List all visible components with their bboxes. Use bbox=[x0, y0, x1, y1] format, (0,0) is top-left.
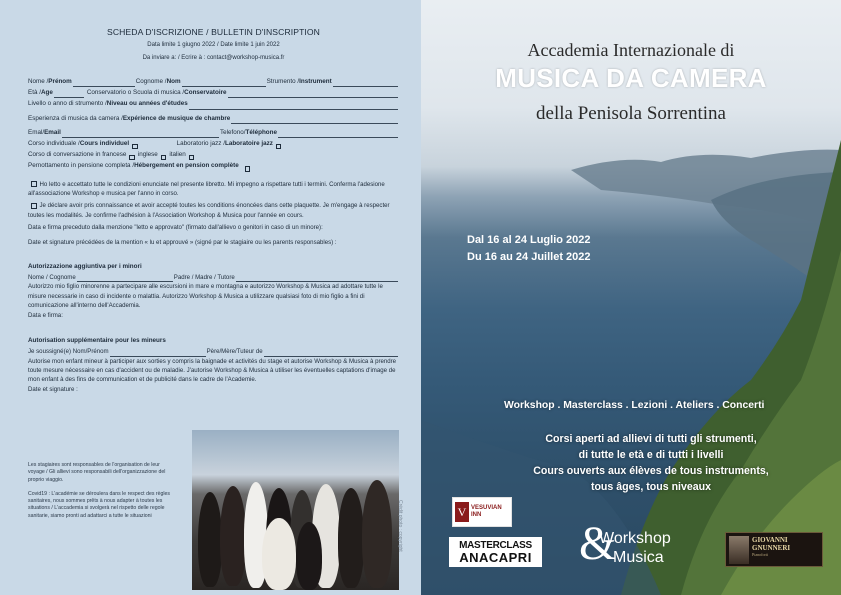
portrait-icon bbox=[729, 536, 749, 564]
board-row: Pernottamento in pensione completa / Hébergement en pension complète bbox=[28, 160, 399, 171]
full-board-checkbox[interactable] bbox=[245, 166, 251, 172]
covid-note: Covid19 : L'académie se déroulera dans le respect des règles sanitaires, nous sommes prêts à nous adapter à toutes les situations / L'accademia si svolgerà nel rispetto delle regole sanitarie, siamo pronti ad adattarci a tutte le situazioni bbox=[28, 490, 171, 519]
accept-fr: Je déclare avoir pris connaissance et avoir accepté toutes les conditions énoncées dans cette plaquette. Je m'engage à respecter toutes les modalités. Je confirme l'adhésion à l'Association Workshop & Musica pour l'année en cours. bbox=[28, 202, 390, 219]
mineurs-text: Autorise mon enfant mineur à participer aux sorties y compris la baignade et activités du stage et autorise Workshop & Musica à prendre toute mesure nécessaire en cas d'accident ou de maladie. J'autorise Workshop & Musica à utiliser les éventuelles captations d'image de mon enfant à des fins de communication et de publicité dans le cadre de l'Academie. bbox=[28, 357, 397, 384]
form-fields bbox=[28, 76, 399, 172]
age-field[interactable] bbox=[54, 90, 84, 98]
age-row: Età / Age Conservatorio o Scuola di musica / Conservatoire bbox=[28, 87, 399, 98]
form-header bbox=[28, 27, 399, 63]
level-field[interactable] bbox=[189, 102, 398, 110]
mineur-name-field[interactable] bbox=[110, 349, 206, 357]
experience-row: Esperienza di musica da camera / Expérience de musique de chambre bbox=[28, 113, 399, 124]
date-italian: Dal 16 al 24 Luglio 2022 bbox=[467, 234, 591, 246]
cover-panel: Accademia Internazionale di MUSICA DA CAMERA della Penisola Sorrentina Dal 16 al 24 Luglio 2022 Du 16 au 24 Juillet 2022 Workshop . Masterclass . Lezioni . Ateliers . Concerti Corsi aperti ad allievi di tutti gli strumenti, di tutte le età e di tutti i livelli Cours ouverts aux élèves de tous instruments, tous âges, tous niveaux V VESUVIAN INN MASTERCLASS ANACAPRI & Workshop Musica GIOVANNI GNUNNERI Pianoforti bbox=[421, 0, 841, 595]
travel-note: Les stagiaires sont responsables de l'organisation de leur voyage / Gli allievi sono responsabili dell'organizzazione del proprio viaggio. bbox=[28, 462, 166, 483]
accept-fr-checkbox[interactable] bbox=[31, 203, 37, 209]
minori-title: Autorizzazione aggiuntiva per i minori bbox=[28, 263, 142, 271]
individual-course-checkbox[interactable] bbox=[132, 144, 138, 150]
course-row: Corso individuale / Cours individuel Laboratorio jazz / Laboratoire jazz bbox=[28, 138, 399, 149]
vesuvian-inn-logo: V VESUVIAN INN bbox=[452, 497, 512, 527]
courses-block: Corsi aperti ad allievi di tutti gli strumenti, di tutte le età e di tutti i livelli Cours ouverts aux élèves de tous instruments, tous âges, tous niveaux bbox=[533, 433, 769, 493]
group-photo bbox=[192, 430, 399, 590]
academy-title: MUSICA DA CAMERA bbox=[495, 63, 767, 93]
tuteur-field[interactable] bbox=[264, 349, 398, 357]
last-name-field[interactable] bbox=[182, 79, 266, 87]
contact-row: Emal/ Email Telefono/ Téléphone bbox=[28, 127, 399, 138]
vesuvian-mark-icon: V bbox=[455, 502, 469, 522]
minori-text: Autorizzo mio figlio minorenne a partecipare alle escursioni in mare e montagna e autorizzo Workshop & Musica ad adottare tutte le misure necessarie in caso di incidente o malattia. Autorizzo Workshop & Musica a utilizzare qualsiasi foto di mio figlio a fini di comunicazione all'interno dell'Accademia. bbox=[28, 283, 383, 310]
level-row: Livello o anno di strumento / Niveau ou années d'études bbox=[28, 98, 399, 109]
name-row: Nome / Prénom Cognome / Nom Strumento / Instrument bbox=[28, 76, 399, 87]
minori-signature: Data e firma: bbox=[28, 311, 63, 319]
dates-block bbox=[467, 232, 591, 266]
conservatory-field[interactable] bbox=[228, 90, 398, 98]
form-title: SCHEDA D'ISCRIZIONE / BULLETIN D'INSCRIPTION bbox=[106, 27, 320, 37]
mineurs-name-row: Je soussigné(e) Nom/Prénom Père/Mère/Tuteur de bbox=[28, 347, 399, 356]
phone-field[interactable] bbox=[278, 130, 398, 138]
instrument-field[interactable] bbox=[333, 79, 398, 87]
accept-it-checkbox[interactable] bbox=[31, 181, 37, 187]
mineurs-title: Autorisation supplémentaire pour les mineurs bbox=[28, 337, 166, 345]
mineurs-signature: Date et signature : bbox=[28, 385, 78, 393]
jazz-lab-checkbox[interactable] bbox=[276, 144, 282, 150]
activities-line: Workshop . Masterclass . Lezioni . Ateliers . Concerti bbox=[504, 400, 765, 411]
photo-credit: Crédit photo : copyright bbox=[397, 500, 403, 552]
academy-location: della Penisola Sorrentina bbox=[536, 103, 726, 124]
notes-block bbox=[28, 462, 178, 520]
date-french: Du 16 au 24 Juillet 2022 bbox=[467, 251, 591, 263]
minor-name-field[interactable] bbox=[77, 274, 173, 282]
experience-field[interactable] bbox=[231, 116, 398, 124]
conversation-row: Corso di conversazione in francese inglese italien bbox=[28, 149, 399, 160]
email-field[interactable] bbox=[62, 130, 219, 138]
signature-fr: Date et signature précédées de la mention « lu et approuvé » (signé par le stagiaire ou les parents responsables) : bbox=[28, 238, 337, 246]
deadline-text: Data limite 1 giugno 2022 / Date limite 1 juin 2022 bbox=[147, 42, 280, 48]
signature-it: Data e firma preceduto dalla menzione "letto e approvato" (firmato dall'allievo o genitori in caso di un minore): bbox=[28, 224, 323, 232]
giovanni-gnunneri-logo: GIOVANNI GNUNNERI Pianoforti bbox=[725, 532, 823, 567]
send-to-text: Da inviare a: / Ecrire à : contact@workshop-musica.fr bbox=[142, 55, 285, 61]
accept-it: Ho letto e accettato tutte le condizioni enunciate nel presente libretto. Mi impegno a rispettare tutti i termini. Conferma l'adesione all'associazione Workshop e musica per l'anno in corso. bbox=[28, 180, 385, 198]
guardian-field[interactable] bbox=[236, 274, 398, 282]
academy-subtitle: Accademia Internazionale di bbox=[527, 40, 735, 60]
first-name-field[interactable] bbox=[73, 79, 135, 87]
ampersand-icon: & bbox=[579, 517, 617, 570]
masterclass-anacapri-logo: MASTERCLASS ANACAPRI bbox=[449, 537, 542, 567]
minori-name-row: Nome / Cognome Padre / Madre / Tutore bbox=[28, 273, 399, 282]
